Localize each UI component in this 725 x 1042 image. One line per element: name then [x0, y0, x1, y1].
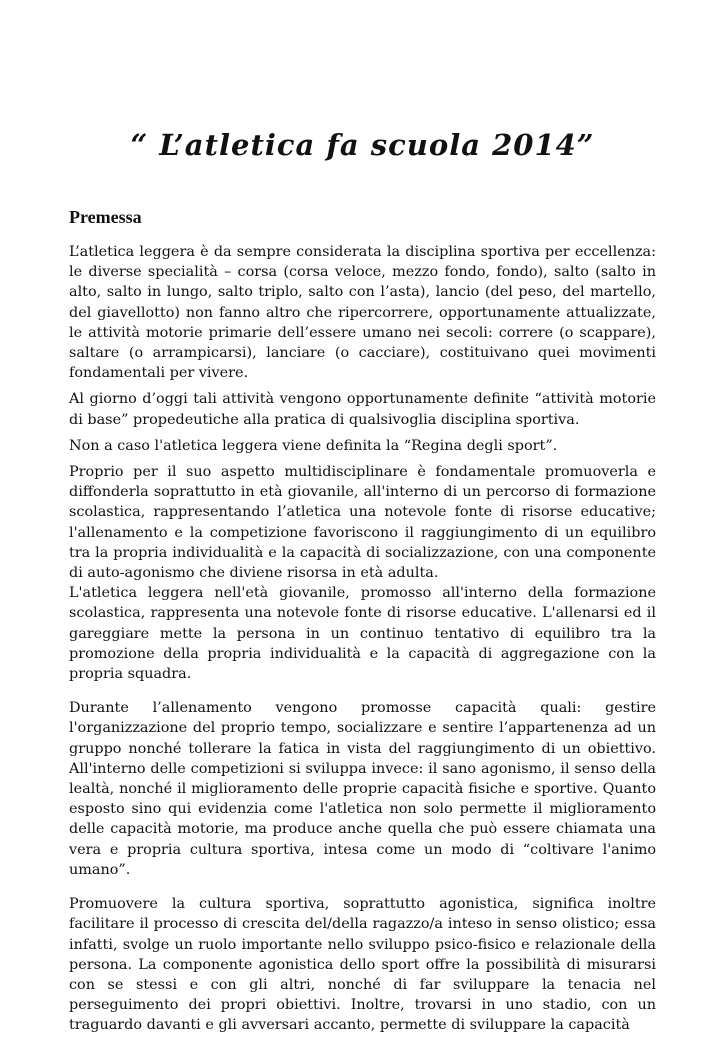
document-body	[69, 206, 656, 1042]
paragraph-multidisciplinary: Proprio per il suo aspetto multidisciplinare è fondamentale promuoverla e diffonderla soprattutto in età giovanile, all'interno di un percorso di formazione scolastica, rappresentando l’atletica una notevole fonte di risorse educative; l'allenamento e la competizione favoriscono il raggiungimento di un equilibro tra la propria individualità e la capacità di socializzazione, con una componente di auto-agonismo che diviene risorsa in età adulta.	[69, 464, 656, 582]
paragraph-regina: Non a caso l'atletica leggera viene definita la “Regina degli sport”.	[69, 437, 558, 454]
section-heading: Premessa	[69, 207, 142, 227]
paragraph-sport-culture: Promuovere la cultura sportiva, soprattutto agonistica, significa inoltre facilitare il processo di crescita del/della ragazzo/a inteso in senso olistico; essa infatti, svolge un ruolo importante nello sviluppo psico-fisico e relazionale della persona. La componente agonistica dello sport offre la possibilità di misurarsi con se stessi e con gli altri, nonché di far sviluppare la tenacia nel perseguimento dei propri obiettivi. Inoltre, trovarsi in uno stadio, con un traguardo davanti e gli avversari accanto, permette di sviluppare la capacità	[69, 896, 656, 1034]
document-title: “ L’atletica fa scuola 2014”	[130, 128, 595, 162]
paragraph-youth: L'atletica leggera nell'età giovanile, promosso all'interno della formazione scolastica, rappresenta una notevole fonte di risorse educative. L'allenarsi ed il gareggiare mette la persona in un continuo tentativo di equilibro tra la promozione della propria individualità e la capacità di aggregazione con la propria squadra.	[69, 585, 656, 683]
paragraph-training: Durante l’allenamento vengono promosse capacità quali: gestire l'organizzazione del proprio tempo, socializzare e sentire l’appartenenza ad un gruppo nonché tollerare la fatica in vista del raggiungimento di un obiettivo. All'interno delle competizioni si sviluppa invece: il sano agonismo, il senso della lealtà, nonché il miglioramento delle proprie capacità fisiche e sportive. Quanto esposto sino qui evidenzia come l'atletica non solo permette il miglioramento delle capacità motorie, ma produce anche quella che può essere chiamata una vera e propria cultura sportiva, intesa come un modo di “coltivare l'animo umano”.	[69, 700, 656, 878]
paragraph-modern-day: Al giorno d’oggi tali attività vengono opportunamente definite “attività motorie di base” propedeutiche alla pratica di qualsivoglia disciplina sportiva.	[69, 391, 656, 428]
paragraph-intro: L’atletica leggera è da sempre considerata la disciplina sportiva per eccellenza: le diverse specialità – corsa (corsa veloce, mezzo fondo, fondo), salto (salto in alto, salto in lungo, salto triplo, salto con l’asta), lancio (del peso, del martello, del giavellotto) non fanno altro che ripercorrere, opportunamente attualizzate, le attività motorie primarie dell’essere umano nei secoli: correre (o scappare), saltare (o arrampicarsi), lanciare (o cacciare), costituivano quei movimenti fondamentali per vivere.	[69, 244, 656, 382]
